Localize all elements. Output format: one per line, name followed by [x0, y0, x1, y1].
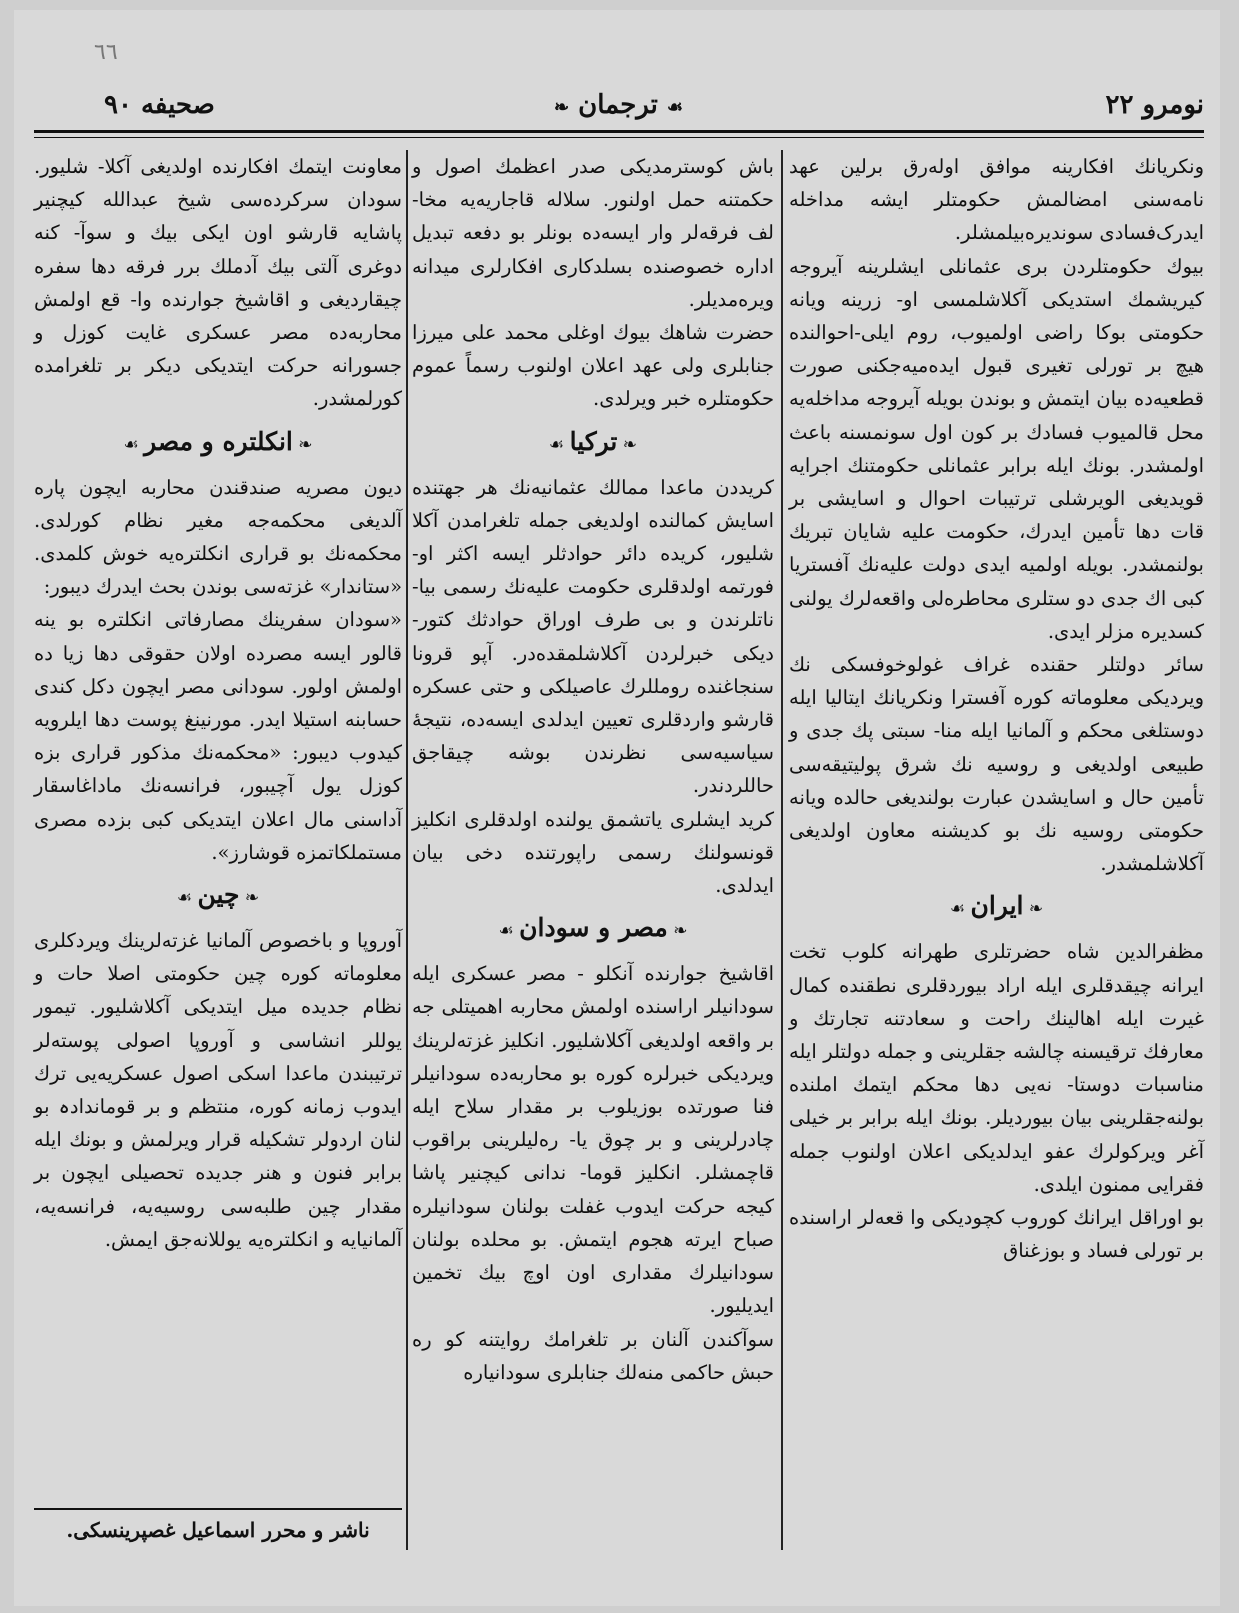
- header-rule-thin: [34, 137, 1204, 138]
- column-divider: [781, 150, 783, 1550]
- section-heading: [34, 422, 402, 465]
- section-heading-text: ایران: [970, 891, 1024, 921]
- section-heading: [412, 908, 774, 951]
- newspaper-title: [554, 90, 683, 120]
- ornament-icon: ❧: [1023, 899, 1044, 920]
- article-paragraph: بو اوراقل ایرانك کوروب کچودیکی وا قعه‌لر اراسنده بر تورلی فساد و بوزغناق: [789, 1206, 1204, 1263]
- section-heading-text: چین: [197, 880, 240, 910]
- article-paragraph: بیوك حکومتلردن بری عثمانلی ایشلرینه آیروجه کیریشمك استدیکی آکلاشلمسی او- زرینه ویانه حکومتی بوکا راضی اولمیوب، روم ایلی-احوالنده هیچ بر تورلی تغیری قبول ایده‌میه‌جکنی صورت قطعیه‌ده بیان ایتمش و بوندن بویله آیروجه مداخله‌یه محل قالمیوب فسادك بر کون اول سونمسنه باعث اولمشدر. بونك ایله برابر عثمانلی حکومتنك اجرایه قویدیغی الویرشلی ترتیبات احوال و اسایشی بر قات دها تأمین ایدرك، حکومت علیه شایان تبریك بولنمشدر. بویله اولمیه ایدی دولت علیه‌نك آفستریا کبی اك جدی دو ستلری محاطره‌لی واقعه‌لرك یولنی کسدیره مزلر ایدی.: [788, 254, 1204, 643]
- ornament-icon: ❧: [292, 434, 313, 455]
- ornament-icon: ☙: [666, 97, 684, 118]
- ornament-icon: ☙: [176, 888, 198, 909]
- publisher-line: ناشر و محرر اسماعیل غصپرینسکی.: [66, 1518, 370, 1542]
- ornament-icon: ☙: [949, 899, 971, 920]
- section-heading-text: ترکیا: [569, 426, 618, 456]
- newspaper-title-text: ترجمان: [578, 90, 658, 120]
- column-middle: [412, 150, 774, 1389]
- article-paragraph: «سودان سفرینك مصارفاتی انکلتره بو ینه قالور ایسه مصرده اولان حقوقی دها زیا ده اولمش اولور. سودانی مصر ایچون دکل کندی حسابنه استیلا ایدر. مورنینغ پوست دها ایلرویه کیدوب دیبور: «محکمه‌نك مذکور قراری بزه کوزل یول آچیبور، فرانسه‌نك ماداغاسقار آداسنی مال اعلان ایتدیکی کبی بزده مصری مستملکاتمزه قوشارز».: [34, 608, 402, 864]
- footer-rule: [34, 1508, 402, 1510]
- page-number: صحیفه ٩٠: [104, 90, 215, 120]
- section-heading-text: انکلتره و مصر: [144, 426, 293, 456]
- issue-number: نومرو ٢٢: [1105, 90, 1204, 120]
- article-paragraph: دیون مصریه صندقندن محاربه ایچون پاره آلدیغی محکمه‌جه مغیر نظام کورلدی. محکمه‌نك بو قراری انکلتره‌یه خوش کلمدی. «ستاندار» غزته‌سی بوندن بحث ایدرك دیبور:: [34, 475, 402, 599]
- newspaper-page: [14, 10, 1220, 1606]
- article-paragraph: اقاشیخ جوارنده آنکلو - مصر عسکری ایله سودانیلر اراسنده اولمش محاربه اهمیتلی جه بر واقعه اولدیغی آکلاشلیور. انکلیز غزته‌لرینك ویردیکی خبرلره کوره بو محاربه‌ده سودانیلر فنا صورتده بوزیلوب بر مقدار سلاح ایله چادرلرینی و بر چوق یا- ره‌لیلرینی براقوب قاچمشلر. انکلیز قوما- ندانی کیچنیر پاشا کیجه حرکت ایدوب غفلت بولنان سودانیلره صباح ایرته هجوم ایتمش. بو محلده بولنان سودانیلرك مقداری اون اوچ بیك تخمین ایدیلیور.: [412, 962, 774, 1318]
- header-rule: [34, 130, 1204, 133]
- article-paragraph: ونکریانك افکارینه موافق اوله‌رق برلین عهد نامه‌سنی امضالمش حکومتلر ایشه مداخله ایدرک‌فسادی سوندیره‌بیلمشلر.: [789, 155, 1204, 245]
- section-heading: [789, 886, 1204, 929]
- ornament-icon: ❧: [617, 434, 638, 455]
- ornament-icon: ☙: [498, 921, 520, 942]
- section-heading-text: مصر و سودان: [519, 913, 668, 943]
- column-right: [789, 150, 1204, 1268]
- column-left: [34, 150, 402, 1256]
- article-paragraph: کریددن ماعدا ممالك عثمانیه‌نك هر جهتنده اسایش کمالنده اولدیغی جمله تلغرامدن آکلا شلیور، کریده دائر حوادثلر ایسه اکثر او- فورتمه اولدقلری حکومت علیه‌نك رسمی بیا- ناتلرندن و بی طرف اوراق حوادثك کتور- دیکی خبرلردن آکلاشلمقده‌در. آپو قرونا سنجاغنده رومللرك عاصیلکی و حتی عسکره قارشو واردقلری تعیین ایدلدی ایسه‌ده، نتیجهٔ سیاسیه‌سی نظرندن بوشه چیقاجق حاللردندر.: [412, 475, 774, 798]
- column-divider: [406, 150, 408, 1550]
- article-paragraph: باش کوسترمدیکی صدر اعظمك اصول و حکمتنه حمل اولنور. سلاله قاجاریه‌یه مخا- لف فرقه‌لر وار ایسه‌ده بونلر بو دفعه تبدیل اداره خصوصنده بسلدکاری افکارلری میدانه ویره‌مدیلر.: [412, 155, 774, 311]
- article-paragraph: مظفرالدین شاه حضرتلری طهرانه کلوب تخت ایرانه چیقدقلری ایله اراد بیوردقلری نطقنده کمال غیرت ایله اهالینك راحت و سعادتنه تجارتك و معارفك ترقیسنه چالشه جقلرینی و جمله دولتلر ایله مناسبات دوستا- نه‌یی دها محکم ایتمك املنده بولنه‌جقلرینی بیان بیوردیلر. بونك ایله برابر بر خیلی آغر ویرکولرك عفو ایدلدیکی اعلان اولنوب جمله فقرایی ممنون ایلدی.: [789, 940, 1204, 1196]
- ornament-icon: ❧: [239, 888, 260, 909]
- article-paragraph: آوروپا و باخصوص آلمانیا غزته‌لرینك ویردکلری معلوماته کوره چین حکومتی اصلا حات و نظام جدیده میل ایتدیکی آکلاشلیور. تیمور یوللر انشاسی و آوروپا اصولی پوسته‌لر ترتیبندن ماعدا اسکی اصول عسکریه‌یی ترك ایدوب زمانه کوره، منتظم و بر قوماندادہ بو لنان اردولر تشکیله قرار ویرلمش و بونك ایله برابر فنون و هنر جدیده تحصیلی ایچون بر مقدار چین طلبه‌سی روسیه‌یه، فرانسه‌یه، آلمانیایه و انکلتره‌یه یوللانه‌جق ایمش.: [34, 929, 402, 1251]
- section-heading: [34, 875, 402, 918]
- section-heading: [412, 422, 774, 465]
- ornament-icon: ☙: [123, 434, 145, 455]
- article-paragraph: حضرت شاهك بیوك اوغلی محمد علی میرزا جنابلری ولی عهد اعلان اولنوب رسماً عموم حکومتلره خبر ویرلدی.: [412, 321, 774, 411]
- masthead: [34, 90, 1204, 128]
- ornament-icon: ☙: [548, 434, 570, 455]
- handwritten-page-mark: ٦٦: [94, 40, 118, 65]
- ornament-icon: ❧: [554, 97, 570, 118]
- article-paragraph: سوآکندن آلنان بر تلغرامك روایتنه کو ره حبش حاکمی منه‌لك جنابلری سودانیاره: [412, 1327, 774, 1384]
- article-paragraph: سائر دولتلر حقنده غراف غولوخوفسکی نك ویردیکی معلوماته کوره آفسترا ونکریانك ایتالیا ایله دوستلغی محکم و آلمانیا ایله منا- سبتی پك جدی و طبیعی اولدیغی و روسیه نك شرق پولیتیقه‌سی تأمین حال و اسایشدن عبارت بولندیغی حالده ویانه حکومتی روسیه نك بو کدیشنه معاون اولدیغی آکلاشلمشدر.: [789, 653, 1204, 876]
- article-paragraph: معاونت ایتمك افکارنده اولدیغی آکلا- شلیور. سودان سرکرده‌سی شیخ عبدالله کیچنیر پاشایه قارشو اون ایکی بیك و سوآ- کنه دوغری آلتی بیك آدملك برر فرقه دها سفره چیقاردیغی و اقاشیخ جوارنده وا- قع اولمش محاربه‌ده مصر عسکری غایت کوزل و جسورانه حرکت ایتدیکی دیکر بر تلغرامده کورلمشدر.: [34, 155, 402, 411]
- ornament-icon: ❧: [667, 921, 688, 942]
- article-paragraph: کرید ایشلری یاتشمق یولنده اولدقلری انکلیز قونسولنك رسمی راپورتنده دخی بیان ایدلدی.: [412, 807, 774, 898]
